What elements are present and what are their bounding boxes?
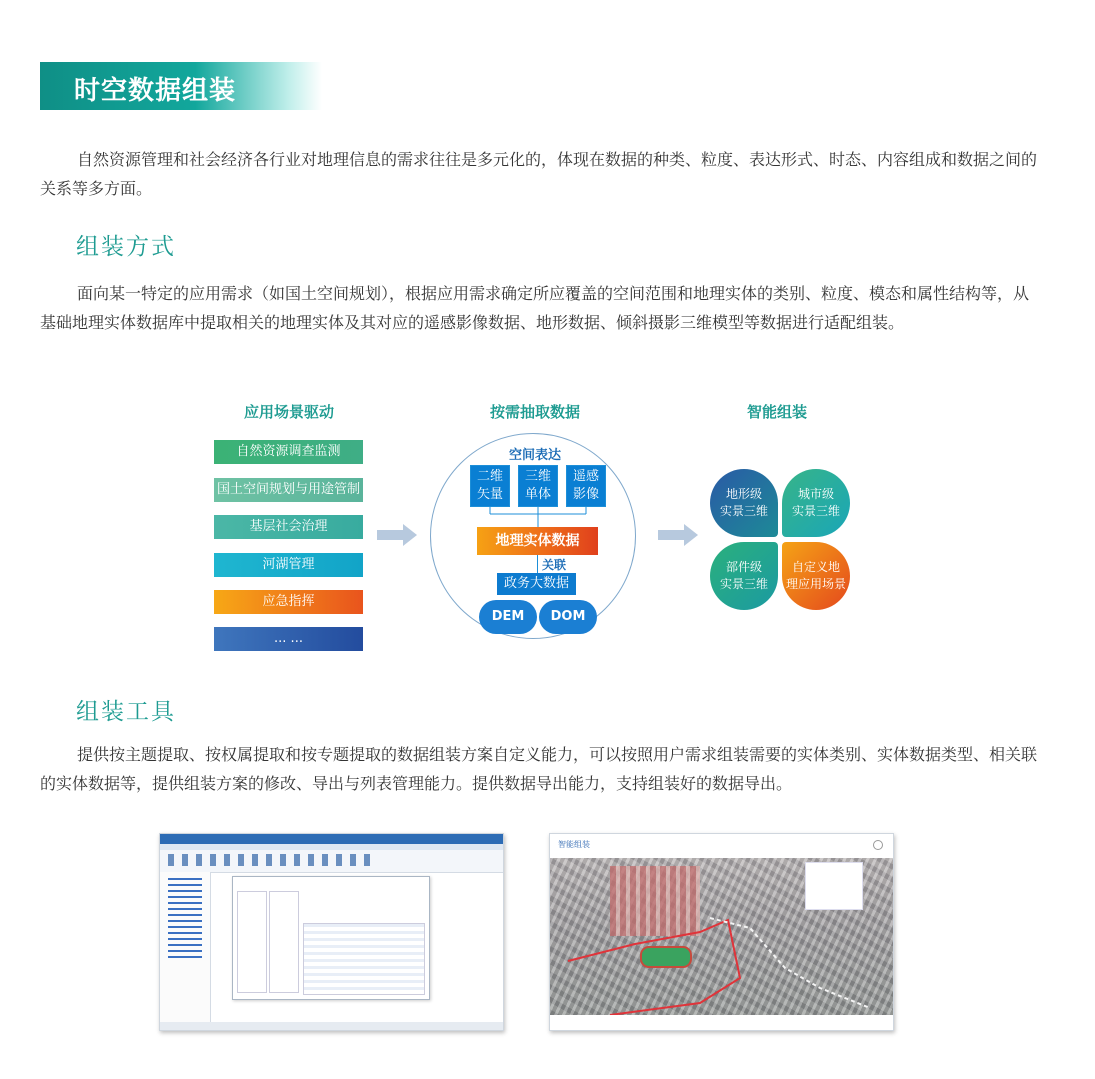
scene-item: 基层社会治理 (214, 515, 363, 539)
page-title: 时空数据组装 (74, 76, 237, 106)
scene-item: 河湖管理 (214, 553, 363, 577)
tree-panel (160, 872, 211, 1022)
app-title: 智能组装 (558, 840, 590, 849)
flow-arrow (658, 530, 684, 540)
petal-custom-scene: 自定义地 理应用场景 (782, 542, 850, 610)
dem-pill: DEM (479, 600, 537, 634)
ribbon-toolbar (160, 850, 503, 873)
geo-entity-bar: 地理实体数据 (477, 527, 598, 555)
scene-item: 国土空间规划与用途管制 (214, 478, 363, 502)
col-title-extract: 按需抽取数据 (489, 403, 580, 421)
box-2d-vector: 二维 矢量 (470, 465, 510, 507)
dialog-window (232, 876, 430, 1000)
heading-assembly-tool: 组装工具 (76, 699, 176, 725)
scene-item: 应急指挥 (214, 590, 363, 614)
status-bar (160, 1022, 503, 1030)
gov-data-bar: 政务大数据 (497, 573, 576, 595)
col-title-smart-assembly: 智能组装 (746, 403, 807, 421)
link-line (537, 555, 538, 573)
settings-icon[interactable] (873, 840, 883, 850)
scene-item: ... ... (214, 627, 363, 651)
petal-component-level: 部件级 实景三维 (710, 542, 778, 610)
dom-pill: DOM (539, 600, 597, 634)
intro-paragraph: 自然资源管理和社会经济各行业对地理信息的需求往往是多元化的，体现在数据的种类、粒度、表达形式、时态、内容组成和数据之间的关系等多方面。 (40, 150, 1038, 198)
3d-city-screenshot (549, 833, 894, 1031)
flow-arrow (377, 530, 403, 540)
3d-map-view[interactable] (550, 858, 893, 1015)
layer-panel[interactable] (805, 862, 863, 910)
petal-terrain-level: 地形级 实景三维 (710, 469, 778, 537)
spatial-expression-label: 空间表达 (508, 448, 561, 463)
assembly-method-paragraph: 面向某一特定的应用需求（如国土空间规划），根据应用需求确定所应覆盖的空间范围和地理实体的类别、粒度、模态和属性结构等，从基础地理实体数据库中提取相关的地理实体及其对应的遥感影像数据、地形数据、倾斜摄影三维模型等数据进行适配组装。 (40, 284, 1030, 332)
app-header (550, 834, 893, 859)
section-title-banner (40, 62, 322, 110)
scene-item: 自然资源调查监测 (214, 440, 363, 464)
link-label: 关联 (542, 558, 567, 572)
software-screenshot (159, 833, 504, 1031)
petal-city-level: 城市级 实景三维 (782, 469, 850, 537)
assembly-tool-paragraph: 提供按主题提取、按权属提取和按专题提取的数据组装方案自定义能力，可以按照用户需求组装需要的实体类别、实体数据类型、相关联的实体数据等，提供组装方案的修改、导出与列表管理能力。提供数据导出能力，支持组装好的数据导出。 (40, 745, 1038, 793)
window-titlebar (160, 834, 503, 844)
col-title-scenario: 应用场景驱动 (243, 403, 334, 421)
box-3d-entity: 三维 单体 (518, 465, 558, 507)
heading-assembly-method: 组装方式 (76, 234, 176, 260)
box-remote-sensing: 遥感 影像 (566, 465, 606, 507)
